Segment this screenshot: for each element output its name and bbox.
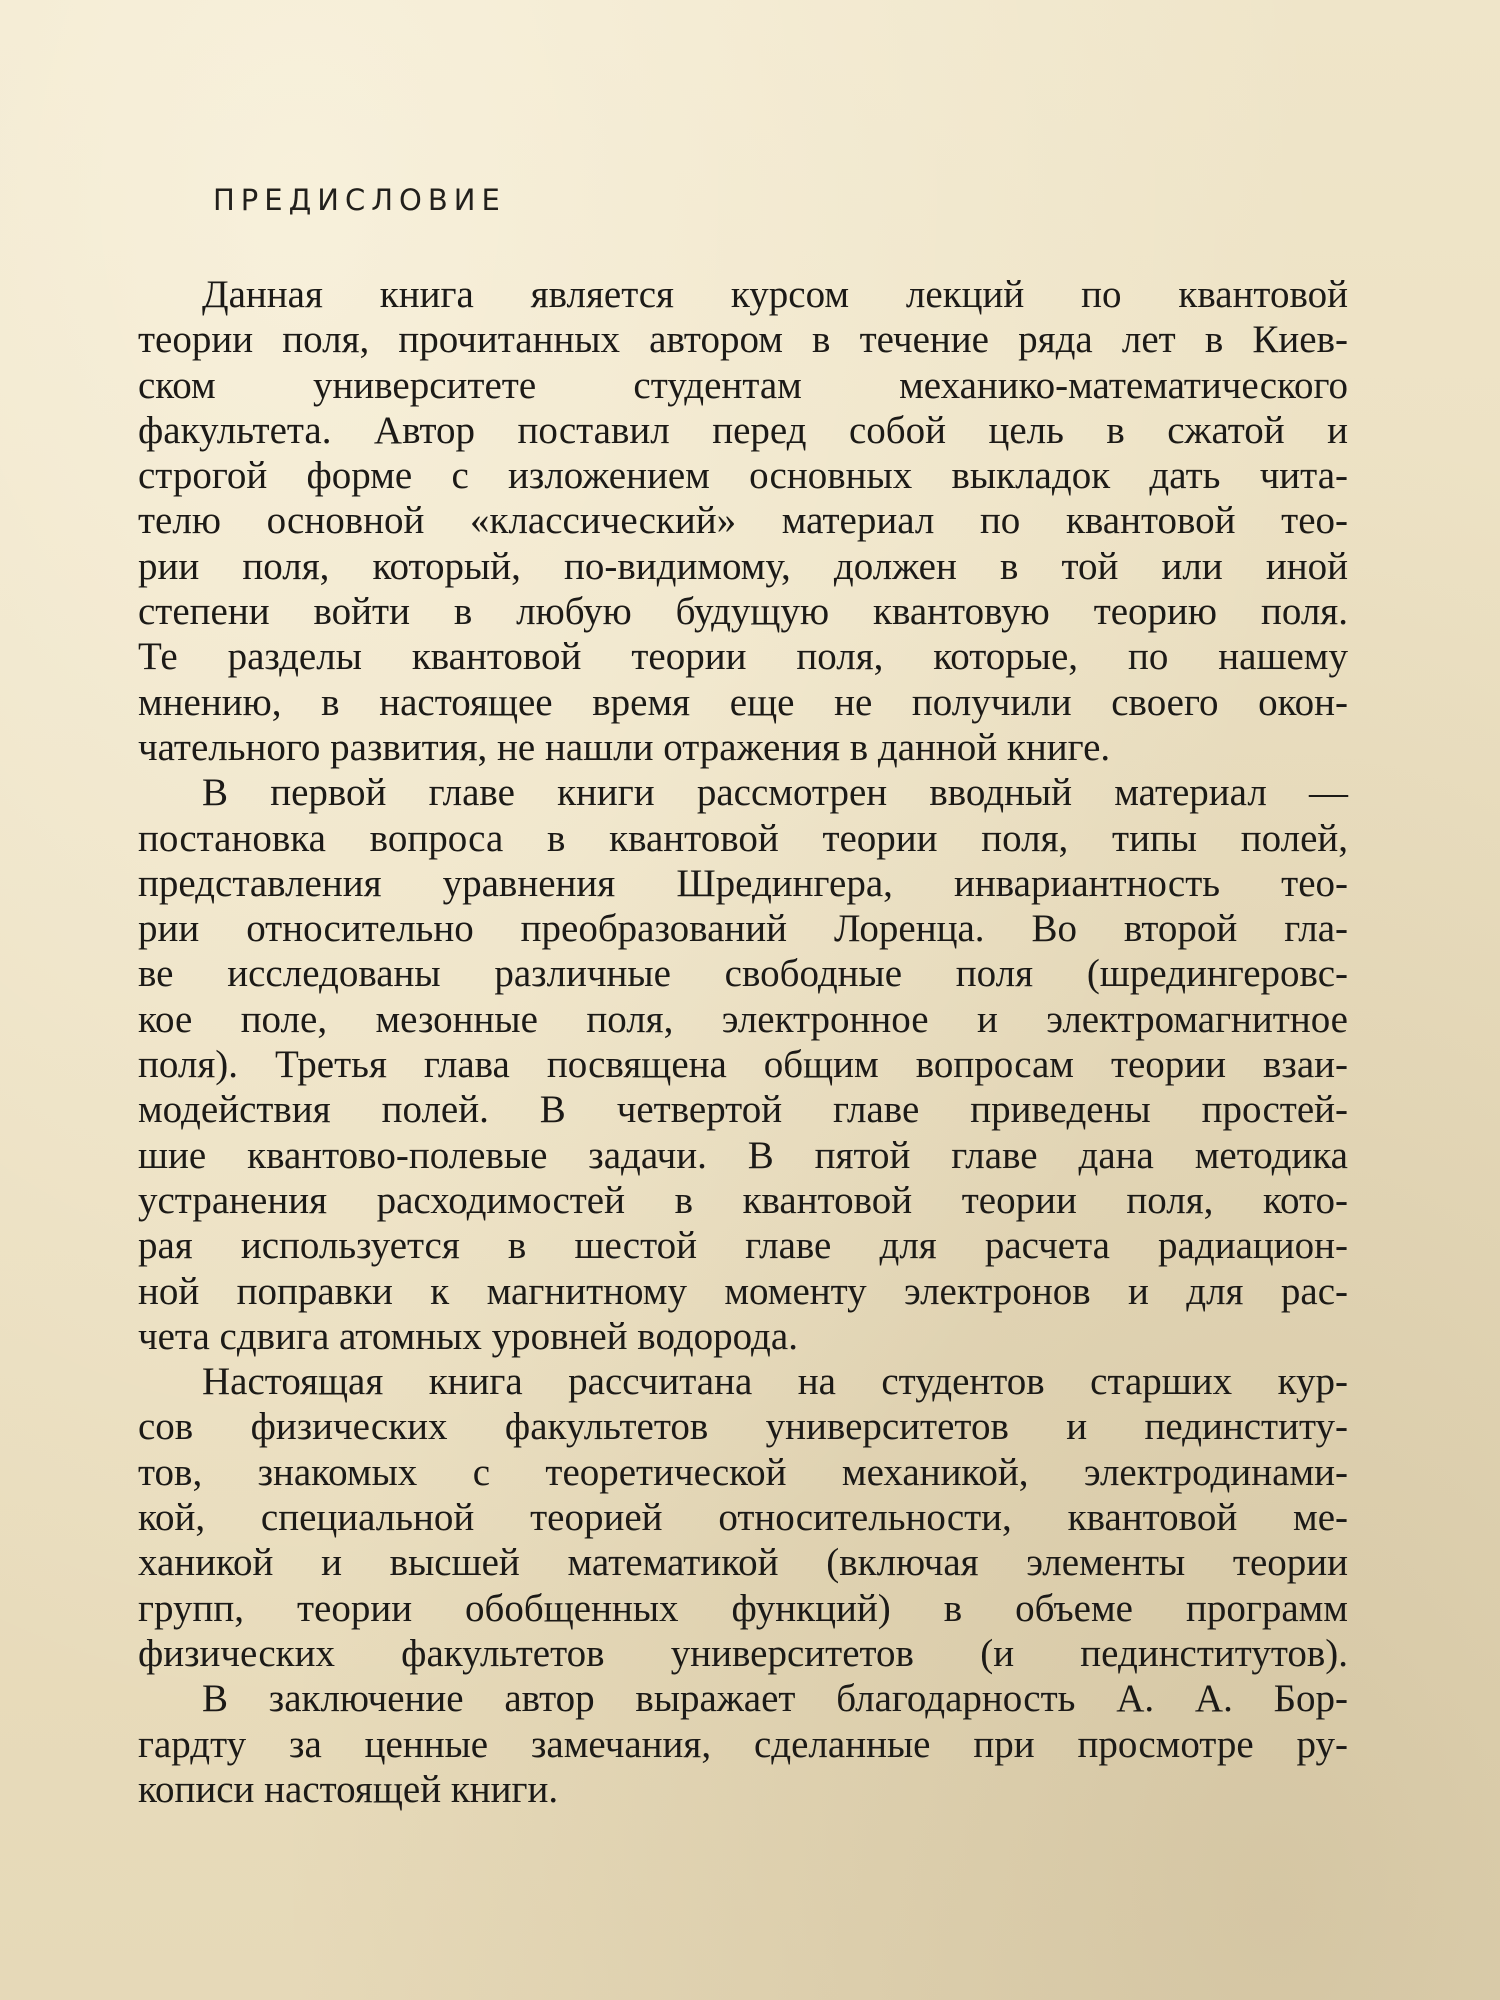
text-line: поля). Третья глава посвящена общим вопросам теории взаи-: [138, 1043, 1348, 1087]
text-line: теории поля, прочитанных автором в течение ряда лет в Киев-: [138, 318, 1348, 362]
text-line: ском университете студентам механико-математического: [138, 363, 1348, 407]
text-line: мнению, в настоящее время еще не получили своего окон-: [138, 680, 1348, 724]
text-line: представления уравнения Шредингера, инвариантность тео-: [138, 861, 1348, 905]
preface-text: [138, 272, 1348, 1812]
text-line: факультета. Автор поставил перед собой цель в сжатой и: [138, 408, 1348, 452]
text-line: шие квантово-полевые задачи. В пятой главе дана методика: [138, 1133, 1348, 1177]
text-line: тов, знакомых с теоретической механикой, электродинами-: [138, 1450, 1348, 1494]
text-line: телю основной «классический» материал по квантовой тео-: [138, 499, 1348, 543]
text-line: чательного развития, не нашли отражения в данной книге.: [138, 725, 1111, 769]
text-line: чета сдвига атомных уровней водорода.: [138, 1314, 798, 1358]
text-line: групп, теории обобщенных функций) в объеме программ: [138, 1586, 1348, 1630]
paragraph: [138, 1676, 1348, 1812]
text-line: В заключение автор выражает благодарность А. А. Бор-: [202, 1677, 1348, 1721]
text-line: Настоящая книга рассчитана на студентов старших кур-: [202, 1360, 1348, 1404]
text-line: постановка вопроса в квантовой теории поля, типы полей,: [138, 816, 1348, 860]
text-line: рая используется в шестой главе для расчета радиацион-: [138, 1224, 1348, 1268]
text-line: рии поля, который, по-видимому, должен в той или иной: [138, 544, 1348, 588]
text-line: устранения расходимостей в квантовой теории поля, кото-: [138, 1178, 1348, 1222]
text-line: гардту за ценные замечания, сделанные при просмотре ру-: [138, 1722, 1348, 1766]
text-line: степени войти в любую будущую квантовую теорию поля.: [138, 590, 1348, 634]
text-line: кое поле, мезонные поля, электронное и электромагнитное: [138, 997, 1348, 1041]
paragraph: [138, 770, 1348, 1359]
text-line: рии относительно преобразований Лоренца. Во второй гла-: [138, 907, 1348, 951]
text-line: Те разделы квантовой теории поля, которые, по нашему: [138, 635, 1348, 679]
text-line: модействия полей. В четвертой главе приведены простей-: [138, 1088, 1348, 1132]
paragraph: [138, 272, 1348, 770]
text-line: кописи настоящей книги.: [138, 1767, 559, 1811]
page-title: ПРЕДИСЛОВИЕ: [213, 183, 506, 217]
text-line: ханикой и высшей математикой (включая элементы теории: [138, 1541, 1348, 1585]
text-line: сов физических факультетов университетов и пединститу-: [138, 1405, 1348, 1449]
text-line: Данная книга является курсом лекций по квантовой: [202, 273, 1348, 316]
text-line: кой, специальной теорией относительности, квантовой ме-: [138, 1496, 1348, 1540]
text-line: физических факультетов университетов (и пединститутов).: [138, 1631, 1348, 1675]
text-line: ве исследованы различные свободные поля (шредингеровс-: [138, 952, 1348, 996]
paragraph: [138, 1359, 1348, 1676]
text-line: В первой главе книги рассмотрен вводный материал —: [202, 771, 1348, 815]
text-line: строгой форме с изложением основных выкладок дать чита-: [138, 454, 1348, 498]
text-line: ной поправки к магнитному моменту электронов и для рас-: [138, 1269, 1348, 1313]
